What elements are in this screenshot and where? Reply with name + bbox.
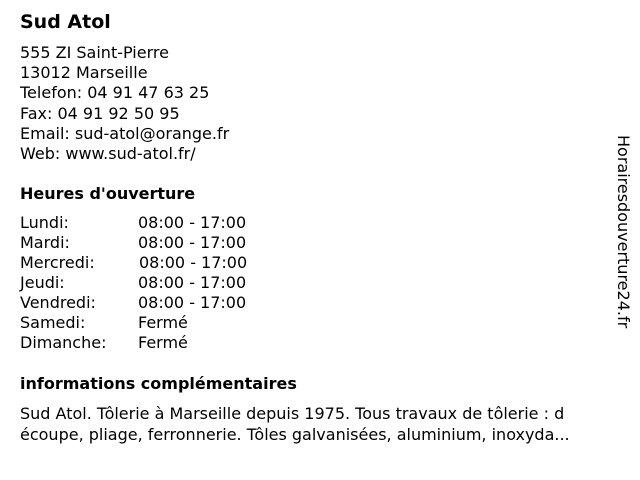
- fax-number: Fax: 04 91 92 50 95: [20, 103, 180, 123]
- day-label: Dimanche:: [20, 333, 107, 352]
- day-label: Vendredi:: [20, 293, 96, 312]
- email-address: Email: sud-atol@orange.fr: [20, 123, 230, 143]
- day-label: Mardi:: [20, 233, 70, 252]
- business-description: [20, 404, 620, 445]
- day-hours: 08:00 - 17:00: [138, 213, 247, 232]
- description-line: écoupe, pliage, ferronnerie. Tôles galvanisées, aluminium, inoxyda...: [20, 424, 570, 444]
- day-label: Jeudi:: [20, 273, 65, 292]
- street-address: 555 ZI Saint-Pierre: [20, 43, 169, 62]
- contact-details: [20, 43, 229, 164]
- day-label: Lundi:: [20, 213, 69, 232]
- day-label: Mercredi:: [20, 253, 95, 272]
- opening-hours-heading: Heures d'ouverture: [20, 184, 196, 203]
- business-name: Sud Atol: [20, 11, 111, 33]
- day-hours: 08:00 - 17:00: [138, 293, 247, 312]
- day-hours: Fermé: [138, 313, 188, 332]
- site-watermark: Horairesdouverture24.fr: [614, 135, 633, 329]
- city: 13012 Marseille: [20, 63, 148, 83]
- description-line: Sud Atol. Tôlerie à Marseille depuis 1975. Tous travaux de tôlerie : d: [20, 404, 565, 423]
- phone-number: Telefon: 04 91 47 63 25: [20, 83, 210, 103]
- day-hours: Fermé: [138, 333, 188, 352]
- additional-info-heading: informations complémentaires: [20, 374, 297, 393]
- day-label: Samedi:: [20, 313, 86, 332]
- day-hours: 08:00 - 17:00: [139, 253, 248, 272]
- website: Web: www.sud-atol.fr/: [20, 143, 196, 163]
- day-hours: 08:00 - 17:00: [138, 233, 247, 252]
- day-hours: 08:00 - 17:00: [138, 273, 247, 292]
